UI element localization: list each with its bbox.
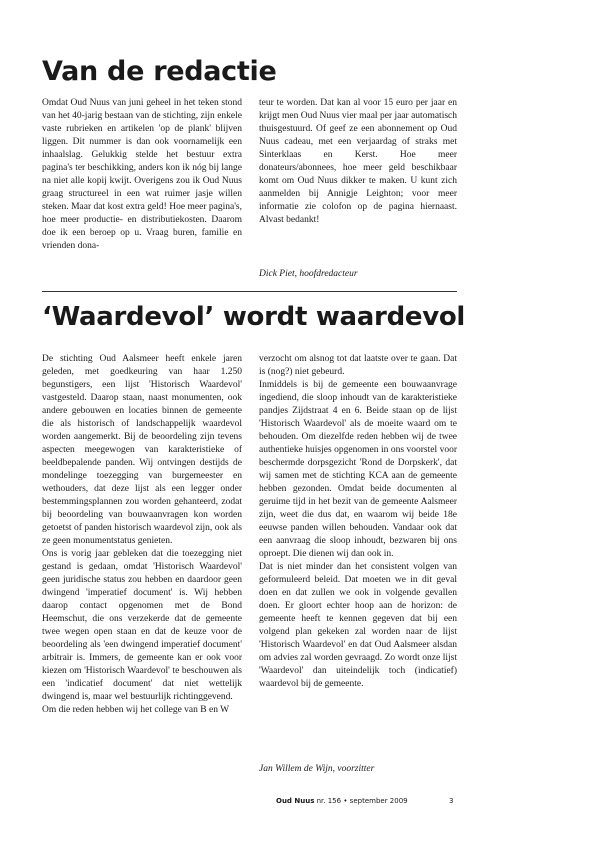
article2-left-column <box>42 353 242 717</box>
footer-brand: Oud Nuus <box>276 797 315 805</box>
body-paragraph: Ons is vorig jaar gebleken dat die toezegging niet gestand is gedaan, omdat 'Historisch Waardevol' geen juridische status zou hebben en daardoor geen dwingend 'imperatief document' is. Wij hebben daarop contact opgenomen met de Bond Heemschut, die ons verzekerde dat de gemeente twee wegen open staan en dat de keuze voor de beoordeling als 'een dwingend imperatief document' arbitrair is. Immers, de gemeente kan er ook voor kiezen om 'Historisch Waardevol' te beschouwen als een 'indicatief document' dat niet wettelijk dwingend is, maar wel bestuurlijk richtinggevend. <box>42 549 242 702</box>
body-paragraph: teur te worden. Dat kan al voor 15 euro per jaar en krijgt men Oud Nuus vier maal per jaar automatisch thuisgestuurd. Of geef ze een abonnement op Oud Nuus cadeau, met een verjaardag of straks met Sinterklaas en Kerst. Hoe meer donateurs/abonnees, hoe meer geld beschikbaar komt om Oud Nuus dikker te maken. U kunt zich aanmelden bij Annigje Leighton; voor meer informatie zie colofon op de pagina hiernaast. Alvast bedankt! <box>259 98 457 225</box>
page-number: 3 <box>449 797 454 805</box>
body-paragraph: De stichting Oud Aalsmeer heeft enkele jaren geleden, met goedkeuring van haar 1.250 begunstigers, een lijst 'Historisch Waardevol' vastgesteld. Daarop staan, naast monumenten, ook andere gebouwen en locaties binnen de gemeente die als historisch of landschappelijk waardevol worden aangemerkt. Bij de beoordeling zijn tevens aspecten meegewogen van karakteristieke of beeldbepalende panden. Wij ontvingen destijds de mondelinge toezegging van burgemeester en wethouders, dat deze lijst als een legger onder bestemmingsplannen zou worden gehanteerd, zodat bij beoordeling van bouwaanvragen kon worden getoetst of panden historisch waardevol zijn, ook als ze geen monumentstatus genieten. <box>42 354 242 546</box>
footer-issue: nr. 156 • september 2009 <box>316 797 408 805</box>
body-paragraph: Dat is niet minder dan het consistent volgen van geformuleerd beleid. Dat moeten we in dit geval doen en dat zullen we ook in volgende gevallen doen. Er gloort echter hoop aan de horizon: de gemeente heeft te kennen gegeven dat bij een volgend plan gekeken zal worden naar de lijst 'Historisch Waardevol' en dat Oud Aalsmeer alsdan om advies zal worden gevraagd. Zo wordt onze lijst 'Waardevol' dan uiteindelijk toch (indicatief) waardevol bij de gemeente. <box>259 562 457 689</box>
page-footer <box>276 797 408 805</box>
body-paragraph: Om die reden hebben wij het college van B en W <box>42 705 230 715</box>
body-paragraph: verzocht om alsnog tot dat laatste over te gaan. Dat is (nog?) niet gebeurd. <box>259 354 457 377</box>
body-paragraph: Inmiddels is bij de gemeente een bouwaanvrage ingediend, die sloop inhoudt van de karakteristieke pandjes Zijdstraat 4 en 6. Beide staan op de lijst 'Historisch Waardevol' als de moeite waard om te behouden. Om diezelfde reden hebben wij de twee authentieke huisjes opgenomen in ons voorstel voor beschermde dorpsgezicht 'Rond de Dorpskerk', dat wij samen met de stichting KCA aan de gemeente hebben gezonden. Omdat beide documenten al geruime tijd in het bezit van de gemeente Aalsmeer zijn, weet die dus dat, en waarom wij beide 18e eeuwse panden willen behouden. Vandaar ook dat een aanvraag die sloop inhoudt, bezwaren bij ons oproept. Die dienen wij dan ook in. <box>259 380 457 559</box>
article1-left-column <box>42 97 242 253</box>
article2-signature: Jan Willem de Wijn, voorzitter <box>259 764 375 774</box>
article2-right-column <box>259 353 457 691</box>
article1-signature: Dick Piet, hoofdredacteur <box>259 269 358 279</box>
body-paragraph: Omdat Oud Nuus van juni geheel in het teken stond van het 40-jarig bestaan van de stichting, zijn enkele vaste rubrieken en artikelen 'op de plank' blijven liggen. Dit nummer is dan ook voornamelijk een inhaalslag. Gelukkig stelde het bestuur extra pagina's ter beschikking, anders kon ik nóg bij lange na niet alle kopij kwijt. Overigens zou ik Oud Nuus graag structureel in een wat ruimer jasje willen steken. Maar dat kost extra geld! Hoe meer pagina's, hoe meer productie- en distributiekosten. Daarom doe ik een beroep op u. Vraag buren, familie en vrienden dona- <box>42 98 242 251</box>
article1-right-column <box>259 97 457 227</box>
article-title-waardevol: ‘Waardevol’ wordt waardevol <box>42 302 466 332</box>
section-divider <box>42 291 457 292</box>
article-title-van-de-redactie: Van de redactie <box>42 56 277 87</box>
